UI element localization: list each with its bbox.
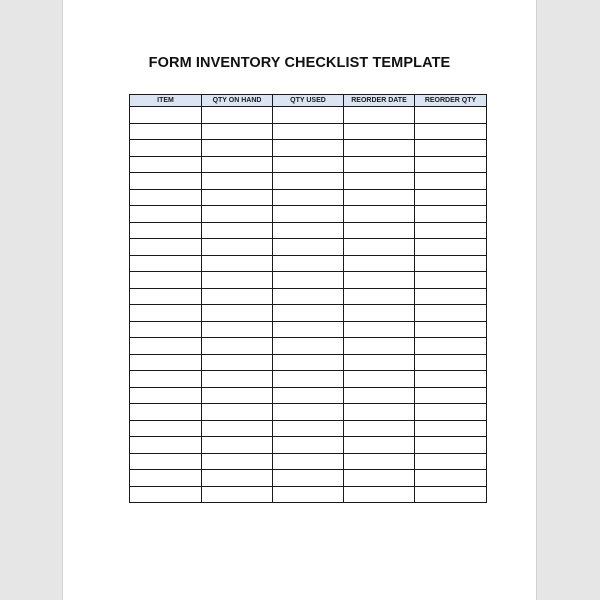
table-row	[130, 173, 487, 190]
inventory-table	[129, 94, 487, 503]
reorder-date-cell	[344, 338, 415, 355]
reorder-date-cell	[344, 305, 415, 322]
item-cell	[130, 420, 202, 437]
reorder-qty-cell	[415, 437, 487, 454]
reorder-qty-cell	[415, 371, 487, 388]
reorder-qty-cell	[415, 387, 487, 404]
qty-used-cell	[273, 189, 344, 206]
reorder-date-cell	[344, 371, 415, 388]
reorder-date-cell	[344, 206, 415, 223]
item-cell	[130, 222, 202, 239]
table-row	[130, 189, 487, 206]
qty-on-hand-cell	[202, 288, 273, 305]
reorder-qty-cell	[415, 107, 487, 124]
item-cell	[130, 387, 202, 404]
item-cell	[130, 272, 202, 289]
table-row	[130, 387, 487, 404]
column-header-reorder-date: REORDER DATE	[344, 95, 415, 107]
item-cell	[130, 321, 202, 338]
reorder-qty-cell	[415, 173, 487, 190]
item-cell	[130, 486, 202, 503]
table-row	[130, 123, 487, 140]
reorder-date-cell	[344, 255, 415, 272]
reorder-qty-cell	[415, 222, 487, 239]
qty-on-hand-cell	[202, 470, 273, 487]
reorder-qty-cell	[415, 140, 487, 157]
item-cell	[130, 371, 202, 388]
qty-on-hand-cell	[202, 123, 273, 140]
item-cell	[130, 156, 202, 173]
qty-on-hand-cell	[202, 420, 273, 437]
qty-used-cell	[273, 272, 344, 289]
table-row	[130, 305, 487, 322]
table-row	[130, 470, 487, 487]
item-cell	[130, 354, 202, 371]
table-row	[130, 107, 487, 124]
column-header-qty-used: QTY USED	[273, 95, 344, 107]
qty-on-hand-cell	[202, 239, 273, 256]
qty-used-cell	[273, 338, 344, 355]
item-cell	[130, 206, 202, 223]
qty-used-cell	[273, 288, 344, 305]
qty-on-hand-cell	[202, 255, 273, 272]
column-header-item: ITEM	[130, 95, 202, 107]
reorder-qty-cell	[415, 272, 487, 289]
reorder-qty-cell	[415, 470, 487, 487]
reorder-date-cell	[344, 387, 415, 404]
qty-on-hand-cell	[202, 173, 273, 190]
qty-on-hand-cell	[202, 107, 273, 124]
table-row	[130, 404, 487, 421]
item-cell	[130, 404, 202, 421]
reorder-date-cell	[344, 404, 415, 421]
qty-used-cell	[273, 371, 344, 388]
table-row	[130, 338, 487, 355]
item-cell	[130, 173, 202, 190]
item-cell	[130, 288, 202, 305]
qty-used-cell	[273, 437, 344, 454]
reorder-qty-cell	[415, 486, 487, 503]
reorder-date-cell	[344, 140, 415, 157]
qty-used-cell	[273, 470, 344, 487]
reorder-date-cell	[344, 486, 415, 503]
qty-used-cell	[273, 123, 344, 140]
reorder-qty-cell	[415, 404, 487, 421]
table-row	[130, 288, 487, 305]
reorder-date-cell	[344, 107, 415, 124]
reorder-qty-cell	[415, 354, 487, 371]
reorder-date-cell	[344, 272, 415, 289]
reorder-qty-cell	[415, 189, 487, 206]
qty-used-cell	[273, 305, 344, 322]
reorder-qty-cell	[415, 305, 487, 322]
table-row	[130, 206, 487, 223]
reorder-qty-cell	[415, 453, 487, 470]
reorder-date-cell	[344, 420, 415, 437]
qty-used-cell	[273, 420, 344, 437]
reorder-date-cell	[344, 321, 415, 338]
reorder-date-cell	[344, 354, 415, 371]
qty-used-cell	[273, 156, 344, 173]
column-header-qty-on-hand: QTY ON HAND	[202, 95, 273, 107]
reorder-qty-cell	[415, 288, 487, 305]
table-header-row	[130, 95, 487, 107]
reorder-qty-cell	[415, 255, 487, 272]
qty-used-cell	[273, 255, 344, 272]
qty-on-hand-cell	[202, 189, 273, 206]
reorder-date-cell	[344, 189, 415, 206]
qty-on-hand-cell	[202, 338, 273, 355]
qty-on-hand-cell	[202, 453, 273, 470]
qty-used-cell	[273, 140, 344, 157]
qty-used-cell	[273, 173, 344, 190]
item-cell	[130, 239, 202, 256]
reorder-date-cell	[344, 470, 415, 487]
reorder-qty-cell	[415, 338, 487, 355]
reorder-date-cell	[344, 156, 415, 173]
qty-on-hand-cell	[202, 305, 273, 322]
reorder-date-cell	[344, 222, 415, 239]
qty-on-hand-cell	[202, 321, 273, 338]
table-row	[130, 371, 487, 388]
reorder-qty-cell	[415, 239, 487, 256]
qty-on-hand-cell	[202, 387, 273, 404]
document-title: FORM INVENTORY CHECKLIST TEMPLATE	[148, 55, 451, 71]
table-row	[130, 156, 487, 173]
reorder-qty-cell	[415, 321, 487, 338]
item-cell	[130, 338, 202, 355]
qty-on-hand-cell	[202, 156, 273, 173]
qty-used-cell	[273, 387, 344, 404]
qty-on-hand-cell	[202, 140, 273, 157]
item-cell	[130, 305, 202, 322]
table-row	[130, 140, 487, 157]
table-row	[130, 453, 487, 470]
qty-used-cell	[273, 239, 344, 256]
qty-on-hand-cell	[202, 437, 273, 454]
item-cell	[130, 453, 202, 470]
column-header-reorder-qty: REORDER QTY	[415, 95, 487, 107]
document-page	[62, 0, 537, 600]
qty-on-hand-cell	[202, 486, 273, 503]
table-row	[130, 354, 487, 371]
table-row	[130, 321, 487, 338]
qty-used-cell	[273, 453, 344, 470]
qty-on-hand-cell	[202, 404, 273, 421]
reorder-date-cell	[344, 437, 415, 454]
reorder-qty-cell	[415, 420, 487, 437]
qty-used-cell	[273, 354, 344, 371]
table-row	[130, 420, 487, 437]
qty-used-cell	[273, 222, 344, 239]
table-body	[130, 107, 487, 503]
reorder-qty-cell	[415, 123, 487, 140]
qty-used-cell	[273, 404, 344, 421]
item-cell	[130, 470, 202, 487]
qty-used-cell	[273, 107, 344, 124]
item-cell	[130, 123, 202, 140]
item-cell	[130, 255, 202, 272]
table-row	[130, 486, 487, 503]
reorder-date-cell	[344, 453, 415, 470]
table-row	[130, 239, 487, 256]
reorder-date-cell	[344, 123, 415, 140]
qty-used-cell	[273, 486, 344, 503]
qty-on-hand-cell	[202, 354, 273, 371]
qty-on-hand-cell	[202, 206, 273, 223]
item-cell	[130, 189, 202, 206]
reorder-qty-cell	[415, 206, 487, 223]
item-cell	[130, 437, 202, 454]
table-row	[130, 255, 487, 272]
table-row	[130, 437, 487, 454]
qty-on-hand-cell	[202, 222, 273, 239]
item-cell	[130, 140, 202, 157]
qty-used-cell	[273, 321, 344, 338]
qty-on-hand-cell	[202, 272, 273, 289]
qty-on-hand-cell	[202, 371, 273, 388]
reorder-date-cell	[344, 239, 415, 256]
qty-used-cell	[273, 206, 344, 223]
item-cell	[130, 107, 202, 124]
table-row	[130, 272, 487, 289]
reorder-date-cell	[344, 173, 415, 190]
table-row	[130, 222, 487, 239]
reorder-qty-cell	[415, 156, 487, 173]
reorder-date-cell	[344, 288, 415, 305]
